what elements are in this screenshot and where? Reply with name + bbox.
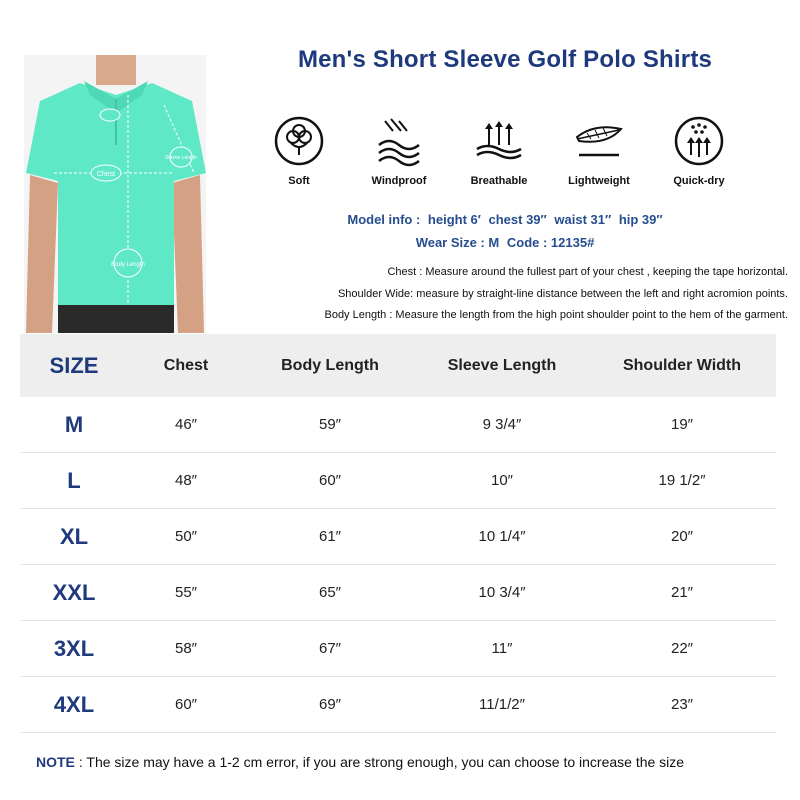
chest-cell: 60″ <box>128 677 244 733</box>
sleeve-length-label: Sleeve Length <box>165 155 197 161</box>
chest-note: Chest : Measure around the fullest part of your chest , keeping the tape horizontal. <box>387 266 788 278</box>
feature-label: Soft <box>288 175 310 187</box>
sleeve-length-cell: 11″ <box>416 621 588 677</box>
shoulder-width-cell: 23″ <box>588 677 776 733</box>
table-row <box>20 621 776 677</box>
size-cell: 4XL <box>20 677 128 733</box>
feature-breathable <box>454 115 544 195</box>
model-info <box>230 208 780 254</box>
feature-windproof <box>354 115 444 195</box>
model-height: height 6′ <box>427 212 481 227</box>
cotton-icon <box>273 115 325 167</box>
chest-label: Chest <box>96 171 116 178</box>
body-length-cell: 61″ <box>244 509 416 565</box>
size-cell: XXL <box>20 565 128 621</box>
size-cell: 3XL <box>20 621 128 677</box>
header-shoulder-width: Shoulder Width <box>588 334 776 397</box>
feature-label: Breathable <box>470 175 528 187</box>
table-row <box>20 565 776 621</box>
wear-size: Wear Size : M <box>415 235 500 250</box>
header-chest: Chest <box>128 334 244 397</box>
sleeve-length-cell: 10″ <box>416 453 588 509</box>
model-waist: waist 31″ <box>554 212 612 227</box>
feature-icons <box>254 115 744 195</box>
shoulder-width-cell: 20″ <box>588 509 776 565</box>
sleeve-length-cell: 10 3/4″ <box>416 565 588 621</box>
product-photo <box>24 55 206 333</box>
model-info-line2 <box>230 231 780 254</box>
product-code: Code : 12135# <box>506 235 595 250</box>
shoulder-width-cell: 21″ <box>588 565 776 621</box>
size-cell: L <box>20 453 128 509</box>
body-length-cell: 65″ <box>244 565 416 621</box>
shoulder-width-cell: 19 1/2″ <box>588 453 776 509</box>
feature-label: Quick-dry <box>673 175 725 187</box>
shoulder-width-cell: 19″ <box>588 397 776 453</box>
note-label: NOTE <box>36 754 75 770</box>
feature-label: Windproof <box>371 175 427 187</box>
table-header-row <box>20 334 776 397</box>
table-row <box>20 453 776 509</box>
wind-icon <box>373 115 425 167</box>
body-length-note: Body Length : Measure the length from the high point shoulder point to the hem of the garment. <box>324 309 788 321</box>
shoulder-note: Shoulder Wide: measure by straight-line distance between the left and right acromion points. <box>337 287 788 300</box>
body-length-cell: 59″ <box>244 397 416 453</box>
feather-icon <box>573 115 625 167</box>
breathable-icon <box>473 115 525 167</box>
header-sleeve-length: Sleeve Length <box>416 334 588 397</box>
body-length-cell: 67″ <box>244 621 416 677</box>
body-length-cell: 69″ <box>244 677 416 733</box>
table-row <box>20 677 776 733</box>
page-title: Men's Short Sleeve Golf Polo Shirts <box>297 46 713 73</box>
quick-dry-icon <box>673 115 725 167</box>
size-note <box>36 754 786 770</box>
size-chart-table <box>20 334 776 733</box>
body-length-cell: 60″ <box>244 453 416 509</box>
body-length-label: Body Length <box>111 262 145 268</box>
size-cell: M <box>20 397 128 453</box>
model-chest: chest 39″ <box>488 212 547 227</box>
feature-lightweight <box>554 115 644 195</box>
sleeve-length-cell: 9 3/4″ <box>416 397 588 453</box>
chest-cell: 58″ <box>128 621 244 677</box>
feature-label: Lightweight <box>568 175 630 187</box>
sleeve-length-cell: 10 1/4″ <box>416 509 588 565</box>
table-row <box>20 509 776 565</box>
model-hip: hip 39″ <box>618 212 663 227</box>
sleeve-length-cell: 11/1/2″ <box>416 677 588 733</box>
polo-shirt-illustration <box>24 55 206 333</box>
size-cell: XL <box>20 509 128 565</box>
chest-cell: 55″ <box>128 565 244 621</box>
header-body-length: Body Length <box>244 334 416 397</box>
measurement-notes <box>218 262 788 327</box>
feature-soft <box>254 115 344 195</box>
model-info-line1 <box>230 208 780 231</box>
shoulder-width-cell: 22″ <box>588 621 776 677</box>
note-text: : The size may have a 1-2 cm error, if you are strong enough, you can choose to increase the size <box>78 754 685 770</box>
chest-cell: 46″ <box>128 397 244 453</box>
table-row <box>20 397 776 453</box>
header-size: SIZE <box>20 334 128 397</box>
chest-cell: 48″ <box>128 453 244 509</box>
model-info-label: Model info : <box>347 212 421 227</box>
chest-cell: 50″ <box>128 509 244 565</box>
feature-quick-dry <box>654 115 744 195</box>
